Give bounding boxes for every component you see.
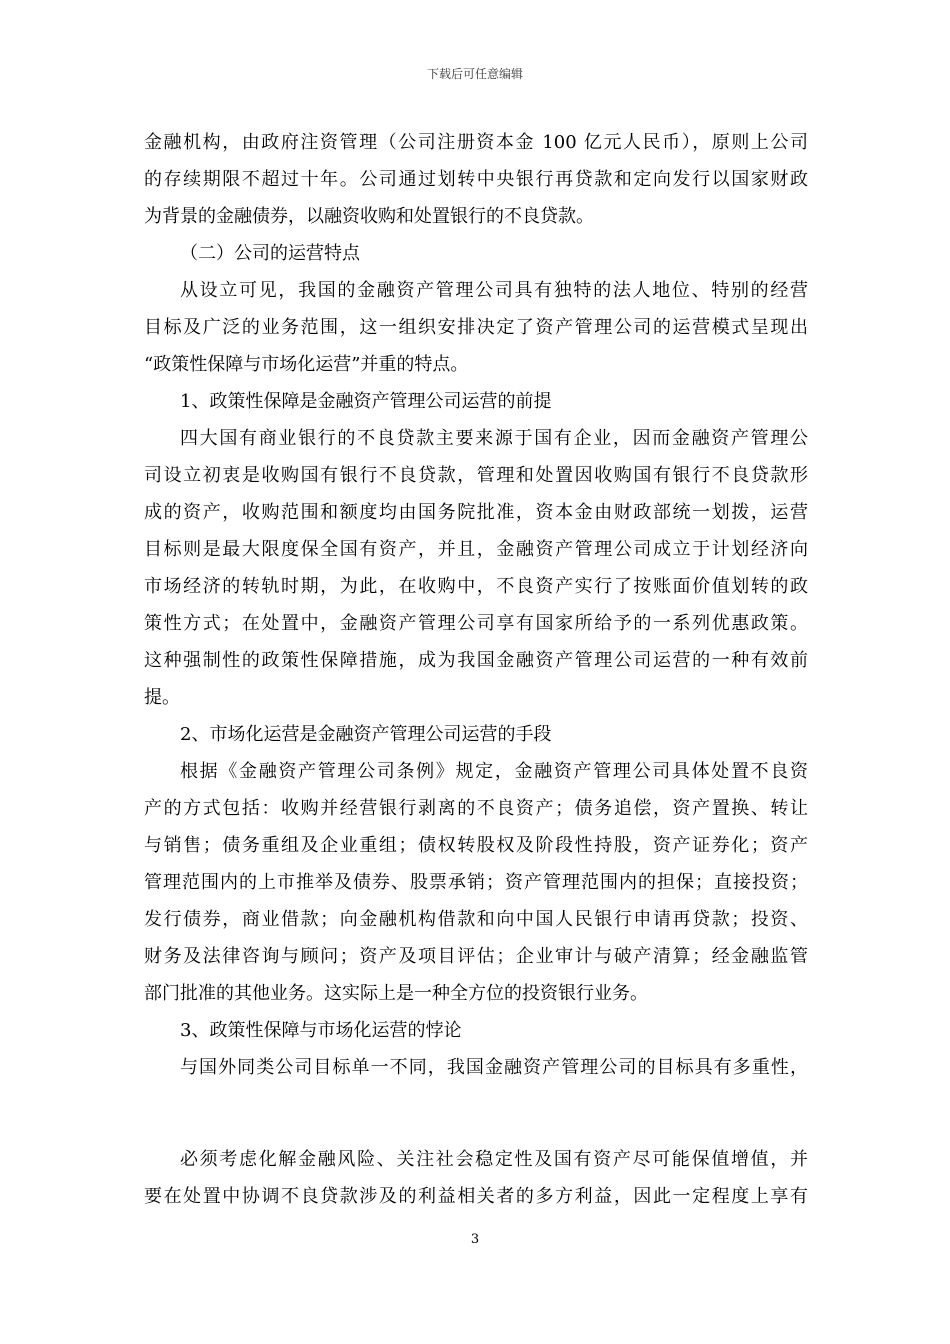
paragraph-line: 财务及法律咨询与顾问；资产及项目评估；企业审计与破产清算；经金融监管: [144, 946, 808, 967]
paragraph-line: 要在处置中协调不良贷款涉及的利益相关者的多方利益，因此一定程度上享有: [144, 1186, 808, 1207]
page-number: 3: [470, 1232, 480, 1247]
paragraph-line: 发行债券，商业借款；向金融机构借款和向中国人民银行申请再贷款；投资、: [144, 909, 808, 930]
paragraph-line: 四大国有商业银行的不良贷款主要来源于国有企业，因而金融资产管理公: [180, 428, 808, 449]
paragraph-line: 目标则是最大限度保全国有资产，并且，金融资产管理公司成立于计划经济向: [144, 539, 808, 560]
paragraph-line: 根据《金融资产管理公司条例》规定，金融资产管理公司具体处置不良资: [180, 761, 808, 782]
document-body: [144, 124, 808, 1215]
paragraph-line: 提。: [144, 687, 180, 708]
paragraph-line: 从设立可见，我国的金融资产管理公司具有独特的法人地位、特别的经营: [180, 280, 808, 301]
paragraph-line: 与销售；债务重组及企业重组；债权转股权及阶段性持股，资产证券化；资产: [144, 835, 808, 856]
paragraph-line: 金融机构，由政府注资管理（公司注册资本金 100 亿元人民币），原则上公司: [144, 132, 808, 153]
paragraph-line: 与国外同类公司目标单一不同，我国金融资产管理公司的目标具有多重性，: [180, 1057, 808, 1078]
paragraph-line: 这种强制性的政策性保障措施，成为我国金融资产管理公司运营的一种有效前: [144, 650, 808, 671]
paragraph-line: 产的方式包括：收购并经营银行剥离的不良资产；债务追偿，资产置换、转让: [144, 798, 808, 819]
subsection-heading: 3、政策性保障与市场化运营的悖论: [180, 1020, 462, 1041]
paragraph-line: 目标及广泛的业务范围，这一组织安排决定了资产管理公司的运营模式呈现出: [144, 317, 808, 338]
subsection-heading: 2、市场化运营是金融资产管理公司运营的手段: [180, 724, 552, 745]
paragraph-line: 必须考虑化解金融风险、关注社会稳定性及国有资产尽可能保值增值，并: [180, 1149, 808, 1170]
paragraph-gap: [144, 1086, 808, 1141]
paragraph-line: 的存续期限不超过十年。公司通过划转中央银行再贷款和定向发行以国家财政: [144, 169, 808, 190]
paragraph-line: 司设立初衷是收购国有银行不良贷款，管理和处置因收购国有银行不良贷款形: [144, 465, 808, 486]
paragraph-line: 成的资产，收购范围和额度均由国务院批准，资本金由财政部统一划拨，运营: [144, 502, 808, 523]
paragraph-line: 部门批准的其他业务。这实际上是一种全方位的投资银行业务。: [144, 983, 648, 1004]
paragraph-line: 策性方式；在处置中，金融资产管理公司享有国家所给予的一系列优惠政策。: [144, 613, 808, 634]
subsection-heading: 1、政策性保障是金融资产管理公司运营的前提: [180, 391, 552, 412]
section-heading: （二）公司的运营特点: [180, 243, 360, 264]
paragraph-line: 管理范围内的上市推举及债券、股票承销；资产管理范围内的担保；直接投资；: [144, 872, 808, 893]
paragraph-line: “政策性保障与市场化运营”并重的特点。: [144, 354, 469, 375]
paragraph-line: 市场经济的转轨时期，为此，在收购中，不良资产实行了按账面价值划转的政: [144, 576, 808, 597]
paragraph-line: 为背景的金融债券，以融资收购和处置银行的不良贷款。: [144, 206, 594, 227]
page-header: 下载后可任意编辑: [426, 67, 523, 81]
